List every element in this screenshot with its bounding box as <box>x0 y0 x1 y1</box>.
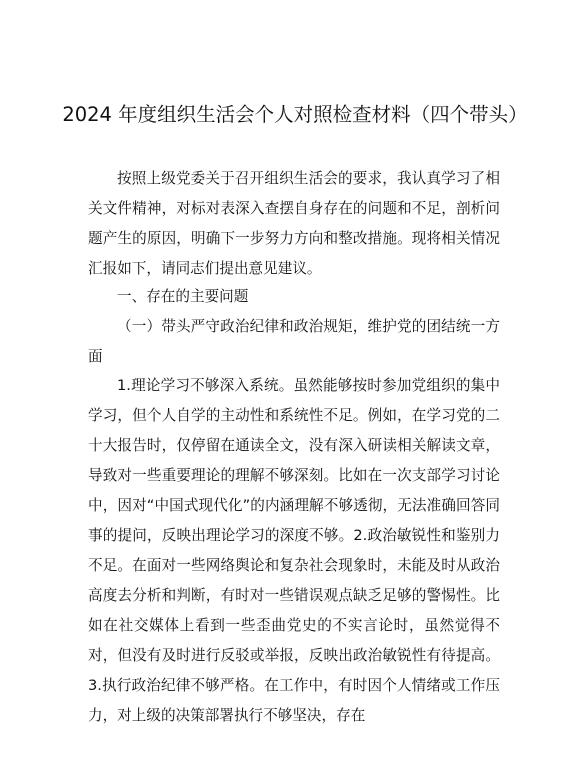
intro-paragraph: 按照上级党委关于召开组织生活会的要求，我认真学习了相关文件精神，对标对表深入查摆自身存在的问题和不足，剖析问题产生的原因，明确下一步努力方向和整改措施。现将相关情况汇报如下，请同志们提出意见建议。 <box>88 170 500 277</box>
subsection-heading: （一）带头严守政治纪律和政治规矩，维护党的团结统一方面 <box>88 318 500 365</box>
section-heading: 一、存在的主要问题 <box>117 288 249 305</box>
document-title: 2024 年度组织生活会个人对照检查材料（四个带头） <box>62 103 528 126</box>
item-paragraph: 1.理论学习不够深入系统。虽然能够按时参加党组织的集中学习，但个人自学的主动性和系统性不足。例如，在学习党的二十大报告时，仅停留在通读全文，没有深入研读相关解读文章，导致对一些重要理论的理解不够深刻。比如在一次支部学习讨论中，因对“中国式现代化”的内涵理解不够透彻，无法准确回答同事的提问，反映出理论学习的深度不够。2.政治敏锐性和鉴别力不足。在面对一些网络舆论和复杂社会现象时，未能及时从政治高度去分析和判断，有时对一些错误观点缺乏足够的警惕性。比如在社交媒体上看到一些歪曲党史的不实言论时，虽然觉得不对，但没有及时进行反驳或举报，反映出政治敏锐性有待提高。3.执行政治纪律不够严格。在工作中，有时因个人情绪或工作压力，对上级的决策部署执行不够坚决，存在 <box>88 377 500 724</box>
